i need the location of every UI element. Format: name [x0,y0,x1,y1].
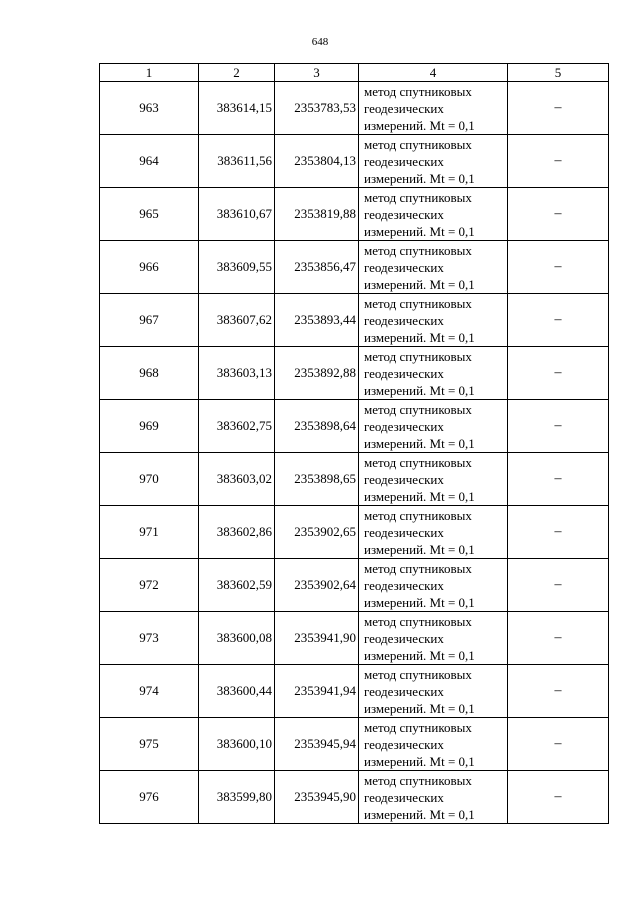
point-number-cell: 966 [100,241,199,294]
column-header-3: 3 [275,64,359,82]
method-cell: метод спутниковых геодезических измерений. Mt = 0,1 [359,294,508,347]
x-coordinate-cell: 383607,62 [199,294,275,347]
point-number-cell: 969 [100,400,199,453]
table-row [100,82,609,135]
point-number-cell: 967 [100,294,199,347]
point-number-cell: 973 [100,612,199,665]
method-cell: метод спутниковых геодезических измерений. Mt = 0,1 [359,188,508,241]
point-number-cell: 972 [100,559,199,612]
y-coordinate-cell: 2353893,44 [275,294,359,347]
x-coordinate-cell: 383610,67 [199,188,275,241]
note-cell: – [508,294,609,347]
point-number-cell: 970 [100,453,199,506]
column-header-1: 1 [100,64,199,82]
note-cell: – [508,612,609,665]
table-row [100,453,609,506]
x-coordinate-cell: 383600,10 [199,718,275,771]
method-cell: метод спутниковых геодезических измерений. Mt = 0,1 [359,559,508,612]
table-row [100,347,609,400]
y-coordinate-cell: 2353819,88 [275,188,359,241]
note-cell: – [508,241,609,294]
method-cell: метод спутниковых геодезических измерений. Mt = 0,1 [359,400,508,453]
method-cell: метод спутниковых геодезических измерений. Mt = 0,1 [359,771,508,824]
x-coordinate-cell: 383611,56 [199,135,275,188]
method-cell: метод спутниковых геодезических измерений. Mt = 0,1 [359,665,508,718]
y-coordinate-cell: 2353804,13 [275,135,359,188]
x-coordinate-cell: 383600,08 [199,612,275,665]
y-coordinate-cell: 2353945,90 [275,771,359,824]
note-cell: – [508,718,609,771]
method-cell: метод спутниковых геодезических измерений. Mt = 0,1 [359,612,508,665]
point-number-cell: 963 [100,82,199,135]
point-number-cell: 974 [100,665,199,718]
y-coordinate-cell: 2353941,94 [275,665,359,718]
point-number-cell: 976 [100,771,199,824]
method-cell: метод спутниковых геодезических измерений. Mt = 0,1 [359,347,508,400]
table-row [100,612,609,665]
table-row [100,771,609,824]
table-row [100,718,609,771]
method-cell: метод спутниковых геодезических измерений. Mt = 0,1 [359,453,508,506]
y-coordinate-cell: 2353898,65 [275,453,359,506]
coordinates-table [99,63,609,824]
x-coordinate-cell: 383602,86 [199,506,275,559]
y-coordinate-cell: 2353892,88 [275,347,359,400]
table-row [100,506,609,559]
note-cell: – [508,135,609,188]
x-coordinate-cell: 383609,55 [199,241,275,294]
y-coordinate-cell: 2353902,64 [275,559,359,612]
x-coordinate-cell: 383603,13 [199,347,275,400]
column-header-4: 4 [359,64,508,82]
table-row [100,188,609,241]
point-number-cell: 968 [100,347,199,400]
note-cell: – [508,453,609,506]
table-row [100,400,609,453]
y-coordinate-cell: 2353898,64 [275,400,359,453]
x-coordinate-cell: 383603,02 [199,453,275,506]
method-cell: метод спутниковых геодезических измерений. Mt = 0,1 [359,135,508,188]
note-cell: – [508,188,609,241]
table-header-row [100,64,609,82]
x-coordinate-cell: 383602,59 [199,559,275,612]
note-cell: – [508,506,609,559]
column-header-2: 2 [199,64,275,82]
table-row [100,135,609,188]
note-cell: – [508,771,609,824]
point-number-cell: 971 [100,506,199,559]
method-cell: метод спутниковых геодезических измерений. Mt = 0,1 [359,82,508,135]
note-cell: – [508,400,609,453]
method-cell: метод спутниковых геодезических измерений. Mt = 0,1 [359,241,508,294]
x-coordinate-cell: 383614,15 [199,82,275,135]
point-number-cell: 975 [100,718,199,771]
page-number: 648 [311,36,329,48]
table-row [100,665,609,718]
note-cell: – [508,347,609,400]
method-cell: метод спутниковых геодезических измерений. Mt = 0,1 [359,506,508,559]
note-cell: – [508,82,609,135]
x-coordinate-cell: 383602,75 [199,400,275,453]
y-coordinate-cell: 2353856,47 [275,241,359,294]
point-number-cell: 965 [100,188,199,241]
y-coordinate-cell: 2353941,90 [275,612,359,665]
table-row [100,559,609,612]
note-cell: – [508,559,609,612]
table-body [100,82,609,824]
x-coordinate-cell: 383600,44 [199,665,275,718]
table-row [100,241,609,294]
y-coordinate-cell: 2353945,94 [275,718,359,771]
note-cell: – [508,665,609,718]
method-cell: метод спутниковых геодезических измерений. Mt = 0,1 [359,718,508,771]
x-coordinate-cell: 383599,80 [199,771,275,824]
y-coordinate-cell: 2353902,65 [275,506,359,559]
column-header-5: 5 [508,64,609,82]
point-number-cell: 964 [100,135,199,188]
table-row [100,294,609,347]
y-coordinate-cell: 2353783,53 [275,82,359,135]
